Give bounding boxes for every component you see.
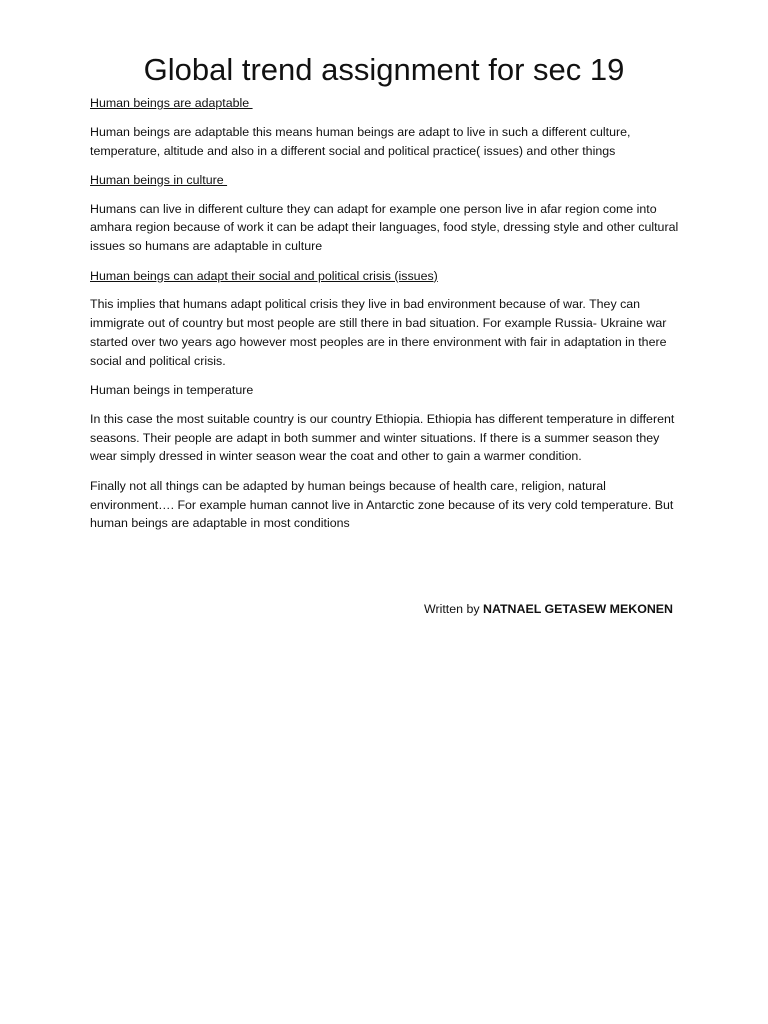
- conclusion-paragraph: Finally not all things can be adapted by human beings because of health care, religion, natural environment…. For example human cannot live in Antarctic zone because of its very cold temperature. But human beings are adaptable in most conditions: [90, 478, 674, 531]
- section-paragraph: This implies that humans adapt political crisis they live in bad environment because of war. They can immigrate out of country but most people are still there in bad situation. For example Russia- Ukraine war started over two years ago however most peoples are in there environment with fair in adaptation in there social and political crisis.: [90, 297, 667, 368]
- section-adaptable: [90, 94, 680, 160]
- section-social-political: [90, 267, 680, 371]
- section-heading: Human beings are adaptable: [90, 96, 253, 110]
- section-culture: [90, 171, 680, 256]
- signature-author: NATNAEL GETASEW MEKONEN: [483, 602, 673, 616]
- signature: [424, 600, 673, 618]
- document-body: [90, 94, 680, 544]
- section-temperature: [90, 381, 680, 466]
- section-heading: Human beings in temperature: [90, 383, 254, 398]
- section-paragraph: Human beings are adaptable this means human beings are adapt to live in such a different culture, temperature, altitude and also in a different social and political practice( issues) and other things: [90, 124, 631, 158]
- document-title: Global trend assignment for sec 19: [143, 52, 625, 87]
- section-heading: Human beings can adapt their social and political crisis (issues): [90, 268, 438, 283]
- section-paragraph: Humans can live in different culture they can adapt for example one person live in afar region come into amhara region because of work it can be adapt their languages, food style, dressing style and other cultural issues so humans are adaptable in culture: [90, 201, 679, 254]
- signature-prefix: Written by: [424, 602, 483, 616]
- section-paragraph: In this case the most suitable country is our country Ethiopia. Ethiopia has different temperature in different seasons. Their people are adapt in both summer and winter situations. If there is a summer season they wear simply dressed in winter season wear the coat and other to gain a warmer condition.: [90, 411, 675, 464]
- section-heading: Human beings in culture: [90, 172, 228, 187]
